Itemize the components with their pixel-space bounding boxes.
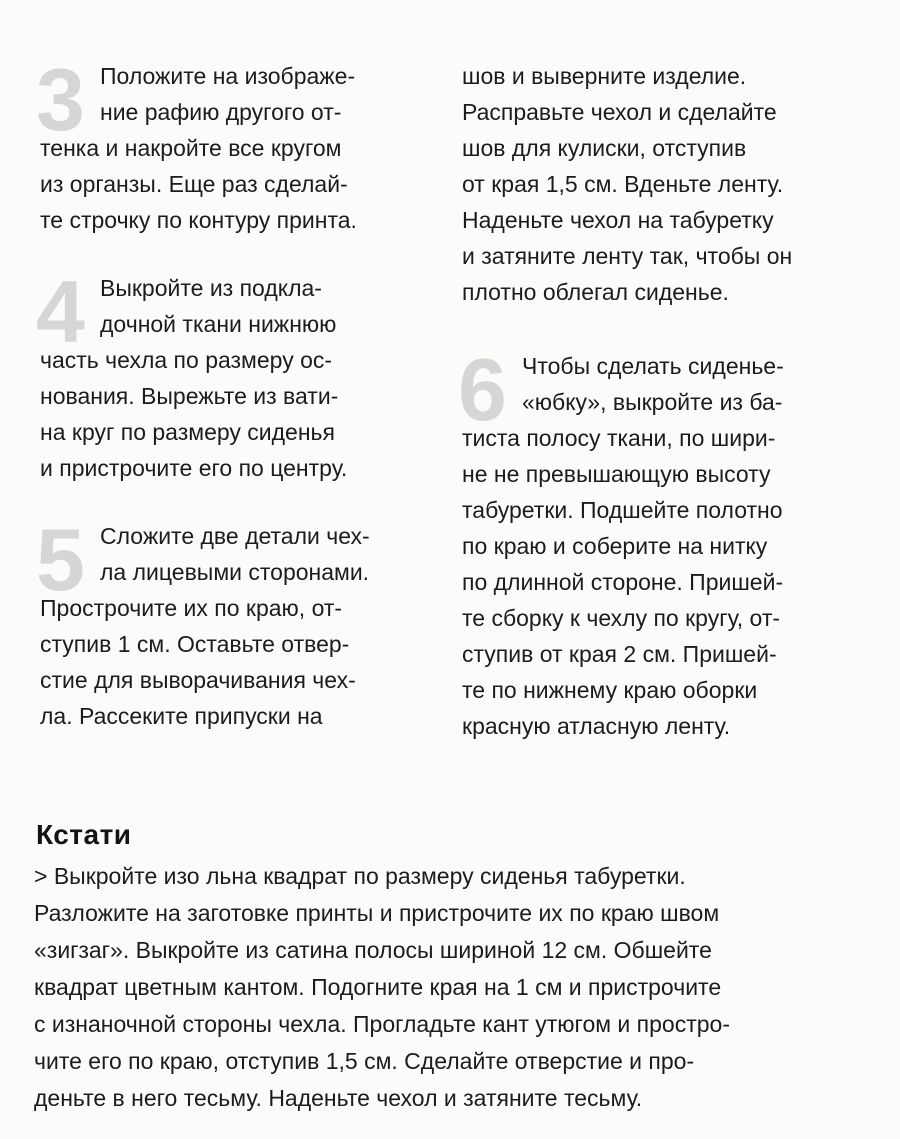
text-line: Положите на изображе- xyxy=(100,63,356,89)
step-number: 5 xyxy=(36,510,85,609)
text-line: Прострочите их по краю, от- xyxy=(40,595,343,621)
text-line: те строчку по контуру принта. xyxy=(40,207,357,233)
text-line: и затяните ленту так, чтобы он xyxy=(462,243,793,269)
tip-body xyxy=(34,858,874,1117)
text-line: деньте в него тесьму. Наденьте чехол и затяните тесьму. xyxy=(34,1085,643,1111)
text-line: табуретки. Подшейте полотно xyxy=(462,497,783,523)
text-line: «юбку», выкройте из ба- xyxy=(522,389,783,415)
text-line: красную атласную ленту. xyxy=(462,713,731,739)
text-line: из органзы. Еще раз сделай- xyxy=(40,171,348,197)
text-line: с изнаночной стороны чехла. Прогладьте кант утюгом и простро- xyxy=(34,1011,730,1037)
text-line: Наденьте чехол на табуретку xyxy=(462,207,774,233)
text-line: Расправьте чехол и сделайте xyxy=(462,99,777,125)
text-line: ла. Рассеките припуски на xyxy=(40,703,323,729)
text-line: ступив от края 2 см. Пришей- xyxy=(462,641,777,667)
tip-title: Кстати xyxy=(36,819,132,850)
text-line: чите его по краю, отступив 1,5 см. Сделайте отверстие и про- xyxy=(34,1048,695,1074)
step-6 xyxy=(458,340,862,744)
text-line: по длинной стороне. Пришей- xyxy=(462,569,784,595)
text-line: не не превышающую высоту xyxy=(462,461,771,487)
step-number: 3 xyxy=(36,50,85,149)
step-5 xyxy=(36,510,440,734)
text-line: «зигзаг». Выкройте из сатина полосы шириной 12 см. Обшейте xyxy=(34,937,712,963)
text-line: те по нижнему краю оборки xyxy=(462,677,758,703)
text-line: тиста полосу ткани, по шири- xyxy=(462,425,776,451)
text-line: шов для кулиски, отступив xyxy=(462,135,747,161)
text-line: стие для выворачивания чех- xyxy=(40,667,356,693)
step-number: 6 xyxy=(458,340,507,439)
text-line: Выкройте из подкла- xyxy=(100,275,322,301)
text-line: на круг по размеру сиденья xyxy=(40,419,335,445)
text-line: плотно облегал сиденье. xyxy=(462,279,729,305)
text-line: Сложите две детали чех- xyxy=(100,523,370,549)
text-line: Разложите на заготовке принты и пристрочите их по краю швом xyxy=(34,900,720,926)
text-line: ла лицевыми сторонами. xyxy=(100,559,370,585)
text-line: часть чехла по размеру ос- xyxy=(40,347,333,373)
text-line: шов и выверните изделие. xyxy=(462,63,747,89)
text-line: и пристрочите его по центру. xyxy=(40,455,348,481)
step-5-continuation xyxy=(462,58,862,310)
text-line: дочной ткани нижнюю xyxy=(100,311,337,337)
text-line: ступив 1 см. Оставьте отвер- xyxy=(40,631,350,657)
left-column xyxy=(36,50,440,734)
right-column xyxy=(458,58,862,744)
step-3 xyxy=(36,50,440,238)
text-line: Чтобы сделать сиденье- xyxy=(522,353,784,379)
text-line: > Выкройте изо льна квадрат по размеру сиденья табуретки. xyxy=(34,863,686,889)
step-4 xyxy=(36,262,440,486)
tip-section xyxy=(34,818,874,1117)
text-line: квадрат цветным кантом. Подогните края на 1 см и пристрочите xyxy=(34,974,722,1000)
text-line: тенка и накройте все кругом xyxy=(40,135,342,161)
text-line: от края 1,5 см. Вденьте ленту. xyxy=(462,171,784,197)
text-line: те сборку к чехлу по кругу, от- xyxy=(462,605,781,631)
step-number: 4 xyxy=(36,262,85,361)
text-line: ние рафию другого от- xyxy=(100,99,342,125)
text-line: по краю и соберите на нитку xyxy=(462,533,768,559)
text-line: нования. Вырежьте из вати- xyxy=(40,383,339,409)
